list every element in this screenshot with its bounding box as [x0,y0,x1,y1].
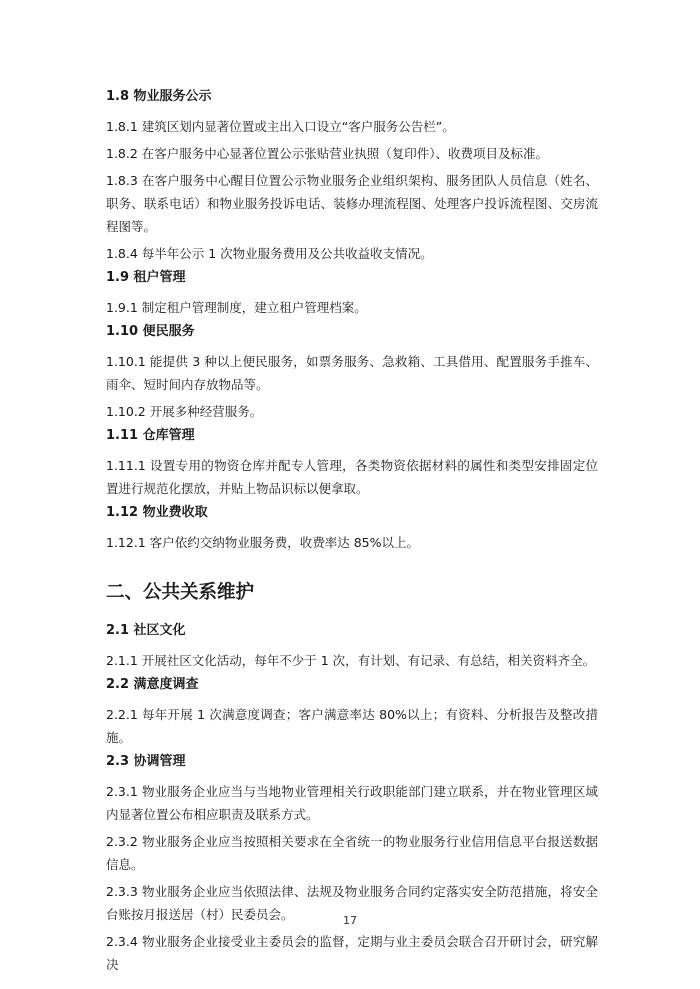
item-1-12-1: 1.12.1 客户依约交纳物业服务费，收费率达 85%以上。 [106,535,419,550]
item-2-2-1: 2.2.1 每年开展 1 次满意度调查；客户满意率达 80%以上；有资料、分析报告及整改措施。 [106,707,598,745]
item-2-3-1: 2.3.1 物业服务企业应当与当地物业管理相关行政职能部门建立联系，并在物业管理区域内显著位置公布相应职责及联系方式。 [106,784,598,822]
section-2-3-heading: 2.3 协调管理 [106,754,186,769]
section-1-8-heading: 1.8 物业服务公示 [106,89,212,104]
item-1-8-1: 1.8.1 建筑区划内显著位置或主出入口设立“客户服务公告栏”。 [106,119,455,134]
item-1-9-1: 1.9.1 制定租户管理制度，建立租户管理档案。 [106,300,367,315]
section-2-1-heading: 2.1 社区文化 [106,623,186,638]
item-1-10-1: 1.10.1 能提供 3 种以上便民服务，如票务服务、急救箱、工具借用、配置服务手推车、雨伞、短时间内存放物品等。 [106,354,598,392]
section-1-11-heading: 1.11 仓库管理 [106,428,195,443]
item-1-8-2: 1.8.2 在客户服务中心显著位置公示张贴营业执照（复印件）、收费项目及标准。 [106,146,549,161]
page-content [106,88,598,980]
item-1-10-2: 1.10.2 开展多种经营服务。 [106,404,263,419]
item-1-11-1: 1.11.1 设置专用的物资仓库并配专人管理，各类物资依据材料的属性和类型安排固定位置进行规范化摆放，并贴上物品识标以便拿取。 [106,458,598,496]
section-1-12-heading: 1.12 物业费收取 [106,505,208,520]
item-2-3-4: 2.3.4 物业服务企业接受业主委员会的监督，定期与业主委员会联合召开研讨会，研究解决 [106,934,598,972]
item-2-1-1: 2.1.1 开展社区文化活动，每年不少于 1 次，有计划、有记录、有总结，相关资料齐全。 [106,653,596,668]
section-1-10-heading: 1.10 便民服务 [106,324,195,339]
page-number: 17 [343,914,357,927]
section-2-2-heading: 2.2 满意度调查 [106,677,199,692]
chapter-2-heading: 二、公共关系维护 [106,582,255,603]
item-2-3-3: 2.3.3 物业服务企业应当依照法律、法规及物业服务合同约定落实安全防范措施，将安全台账按月报送居（村）民委员会。 [106,884,598,922]
item-2-3-2: 2.3.2 物业服务企业应当按照相关要求在全省统一的物业服务行业信用信息平台报送数据信息。 [106,834,598,872]
item-1-8-3: 1.8.3 在客户服务中心醒目位置公示物业服务企业组织架构、服务团队人员信息（姓名、职务、联系电话）和物业服务投诉电话、装修办理流程图、处理客户投诉流程图、交房流程图等。 [106,173,598,234]
item-1-8-4: 1.8.4 每半年公示 1 次物业服务费用及公共收益收支情况。 [106,246,433,261]
section-1-9-heading: 1.9 租户管理 [106,270,186,285]
